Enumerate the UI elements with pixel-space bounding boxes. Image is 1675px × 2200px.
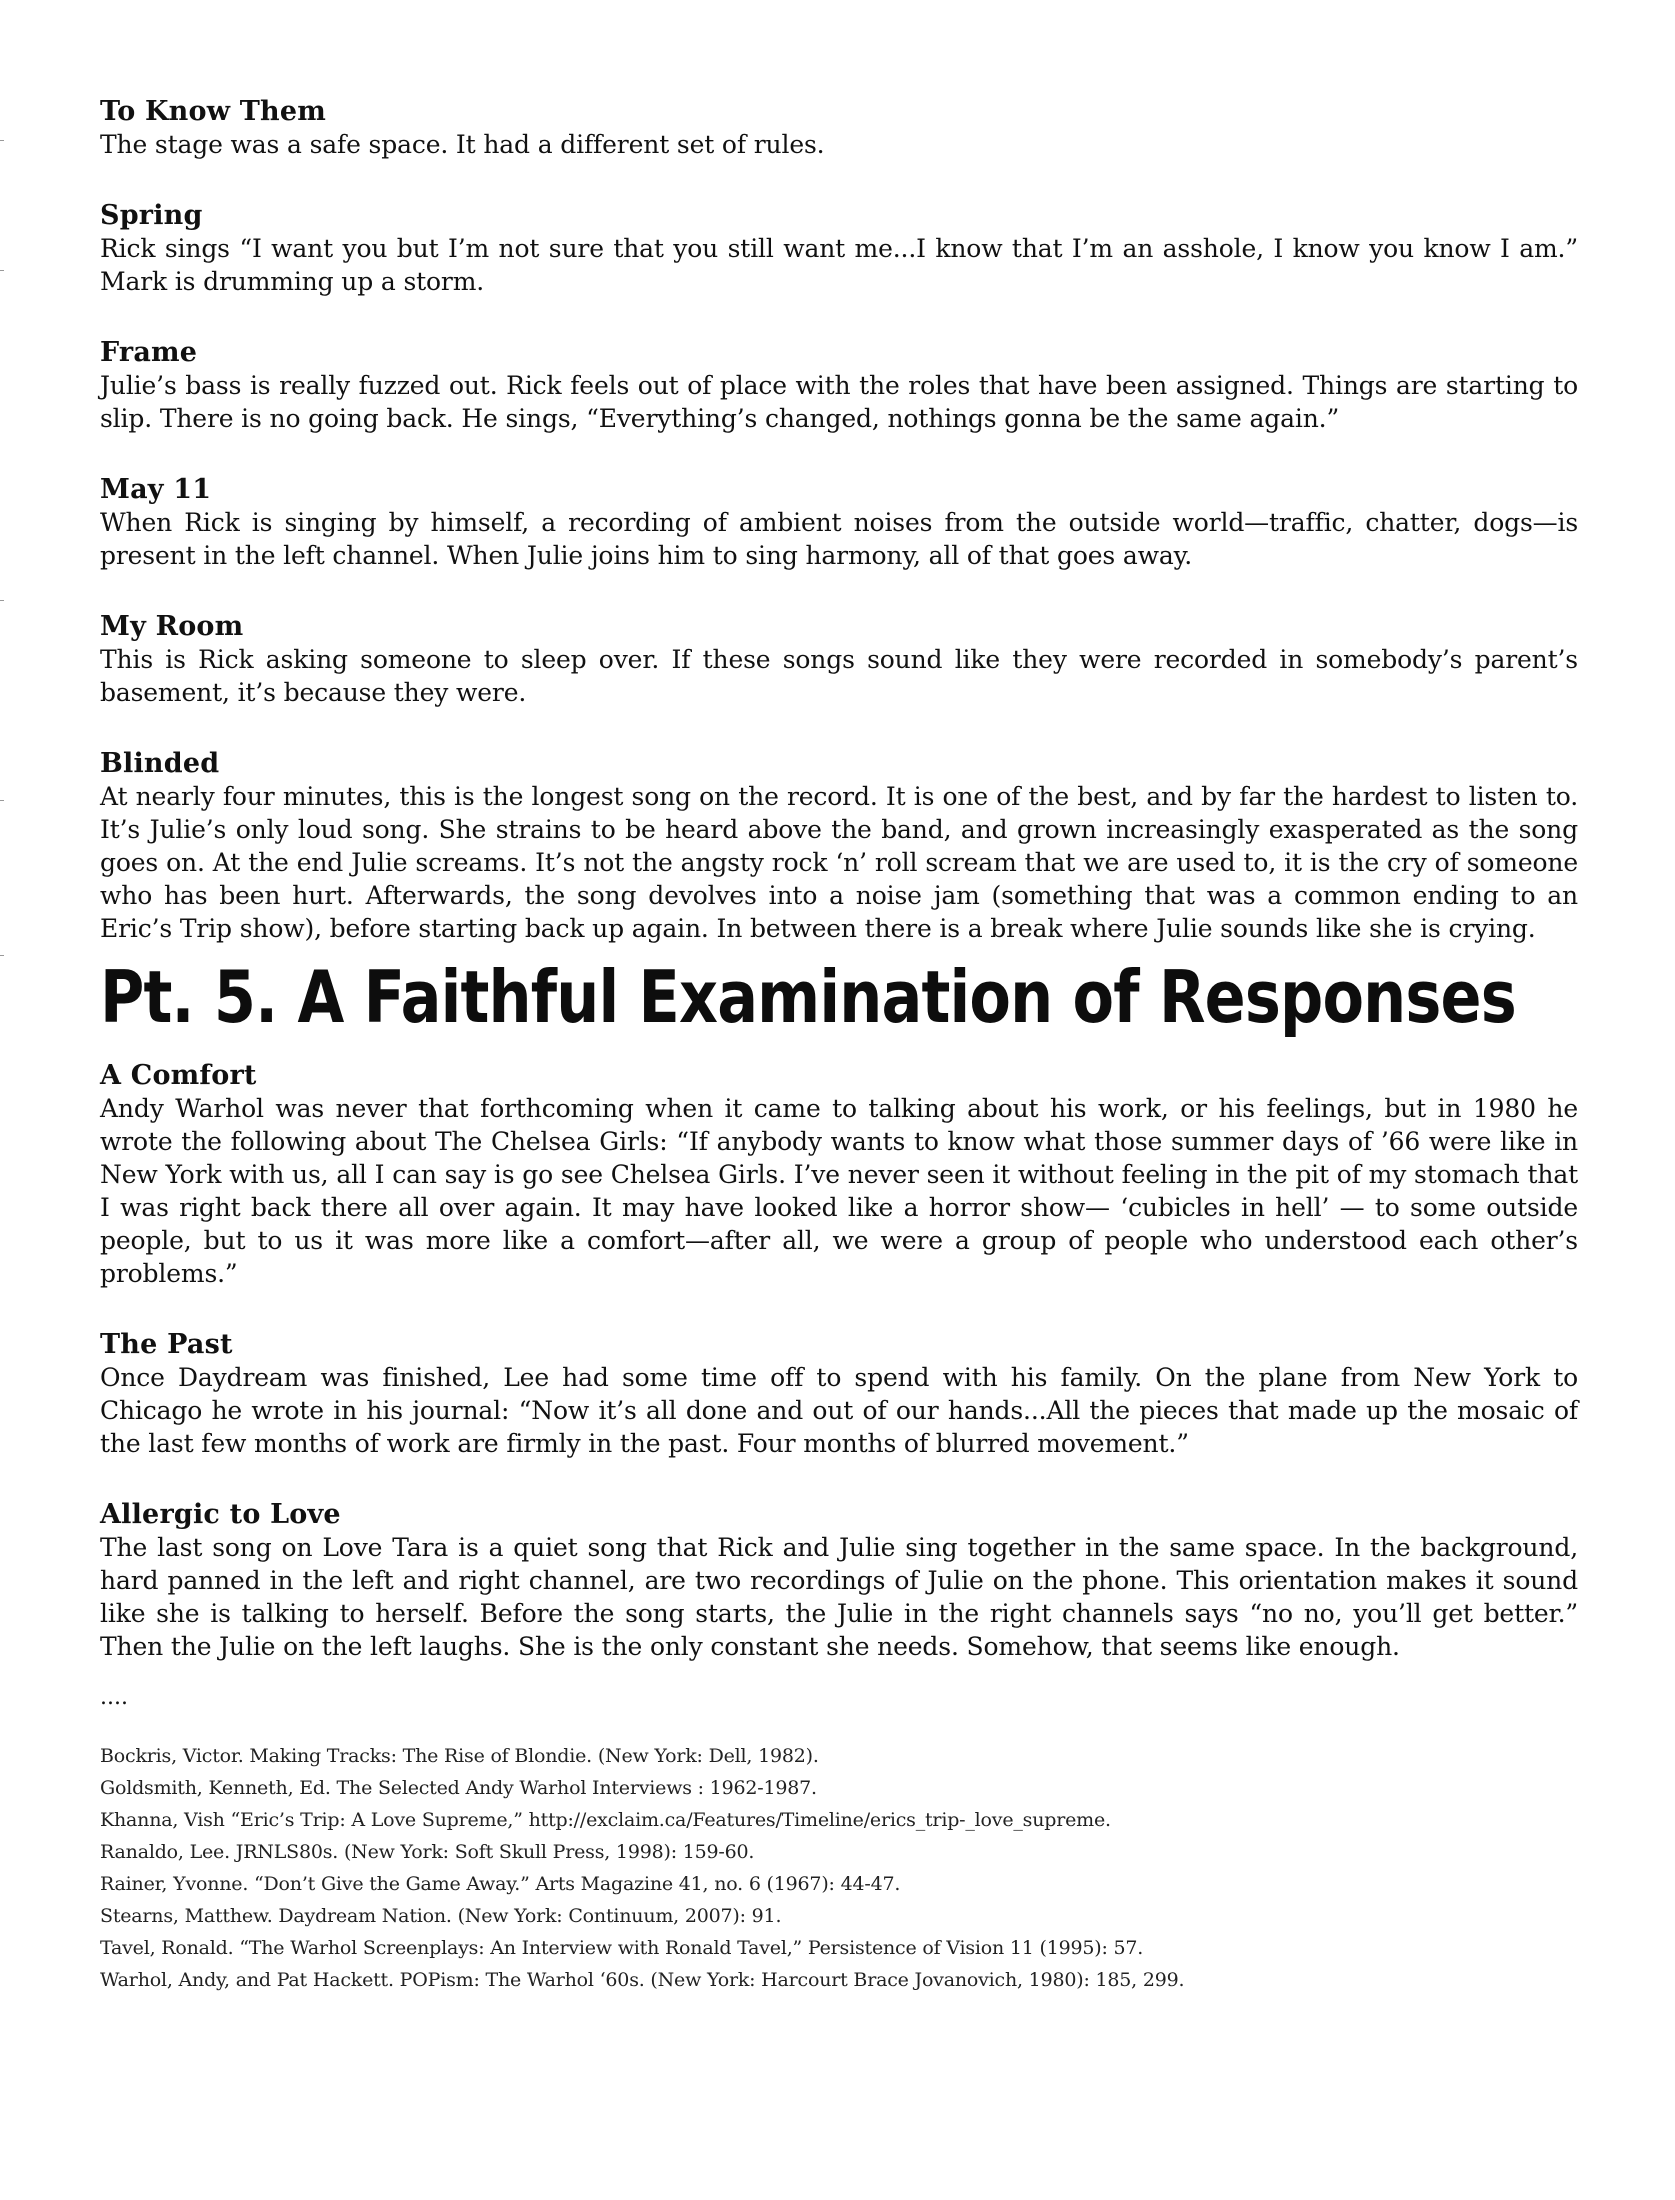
section-title: Allergic to Love [100,1499,341,1530]
margin-mark [0,800,4,801]
part-heading: Pt. 5. A Faithful Examination of Responses [100,955,1516,1039]
section-a-comfort [100,1059,1578,1290]
section-title: My Room [100,611,244,642]
document-page [100,95,1578,1996]
section-blinded [100,747,1578,945]
margin-mark [0,270,4,271]
section-body: The stage was a safe space. It had a different set of rules. [100,130,825,159]
section-title: Blinded [100,748,220,779]
section-title: May 11 [100,474,212,505]
reference-item: Ranaldo, Lee. JRNLS80s. (New York: Soft Skull Press, 1998): 159-60. [100,1841,755,1863]
section-title: The Past [100,1329,233,1360]
section-body: Andy Warhol was never that forthcoming when it came to talking about his work, or his feelings, but in 1980 he wrote the following about The Chelsea Girls: “If anybody wants to know what those summer days of ’66 were like in New York with us, all I can say is go see Chelsea Girls. I’ve never seen it without feeling in the pit of my stomach that I was right back there all over again. It may have looked like a horror show— ‘cubicles in hell’ — to some outside people, but to us it was more like a comfort—after all, we were a group of people who understood each other’s problems.” [100,1094,1578,1288]
reference-item: Warhol, Andy, and Pat Hackett. POPism: The Warhol ‘60s. (New York: Harcourt Brace Jovanovich, 1980): 185, 299. [100,1969,1185,1991]
section-body: The last song on Love Tara is a quiet song that Rick and Julie sing together in the same space. In the background, hard panned in the left and right channel, are two recordings of Julie on the phone. This orientation makes it sound like she is talking to herself. Before the song starts, the Julie in the right channels says “no no, you’ll get better.” Then the Julie on the left laughs. She is the only constant she needs. Somehow, that seems like enough. [100,1533,1578,1661]
section-may-11 [100,473,1578,572]
reference-item: Khanna, Vish “Eric’s Trip: A Love Supreme,” http://exclaim.ca/Features/Timeline/erics_trip-_love_supreme. [100,1809,1111,1831]
margin-mark [0,600,4,601]
section-allergic-to-love [100,1498,1578,1663]
separator: .... [100,1685,128,1710]
section-the-past [100,1328,1578,1460]
margin-mark [0,955,4,956]
section-body: When Rick is singing by himself, a recording of ambient noises from the outside world—traffic, chatter, dogs—is present in the left channel. When Julie joins him to sing harmony, all of that goes away. [100,508,1578,570]
section-title: To Know Them [100,96,327,127]
section-body: Once Daydream was finished, Lee had some time off to spend with his family. On the plane from New York to Chicago he wrote in his journal: “Now it’s all done and out of our hands...All the pieces that made up the mosaic of the last few months of work are firmly in the past. Four months of blurred movement.” [100,1363,1578,1458]
references-list [100,1740,1578,1996]
reference-item: Rainer, Yvonne. “Don’t Give the Game Away.” Arts Magazine 41, no. 6 (1967): 44-47. [100,1873,901,1895]
section-title: Spring [100,200,203,231]
section-my-room [100,610,1578,709]
section-title: Frame [100,337,198,368]
section-body: At nearly four minutes, this is the longest song on the record. It is one of the best, and by far the hardest to listen to. It’s Julie’s only loud song. She strains to be heard above the band, and grown increasingly exasperated as the song goes on. At the end Julie screams. It’s not the angsty rock ‘n’ roll scream that we are used to, it is the cry of someone who has been hurt. Afterwards, the song devolves into a noise jam (something that was a common ending to an Eric’s Trip show), before starting back up again. In between there is a break where Julie sounds like she is crying. [100,782,1578,943]
section-to-know-them [100,95,1578,161]
margin-mark [0,140,4,141]
section-body: Julie’s bass is really fuzzed out. Rick feels out of place with the roles that have been assigned. Things are starting to slip. There is no going back. He sings, “Everything’s changed, nothings gonna be the same again.” [100,371,1578,433]
section-spring [100,199,1578,298]
section-body: Rick sings “I want you but I’m not sure that you still want me...I know that I’m an asshole, I know you know I am.” Mark is drumming up a storm. [100,234,1578,296]
reference-item: Goldsmith, Kenneth, Ed. The Selected Andy Warhol Interviews : 1962-1987. [100,1777,817,1799]
reference-item: Stearns, Matthew. Daydream Nation. (New York: Continuum, 2007): 91. [100,1905,782,1927]
section-frame [100,336,1578,435]
reference-item: Tavel, Ronald. “The Warhol Screenplays: An Interview with Ronald Tavel,” Persistence of Vision 11 (1995): 57. [100,1937,1144,1959]
reference-item: Bockris, Victor. Making Tracks: The Rise of Blondie. (New York: Dell, 1982). [100,1745,819,1767]
section-title: A Comfort [100,1060,257,1091]
section-body: This is Rick asking someone to sleep over. If these songs sound like they were recorded in somebody’s parent’s basement, it’s because they were. [100,645,1578,707]
